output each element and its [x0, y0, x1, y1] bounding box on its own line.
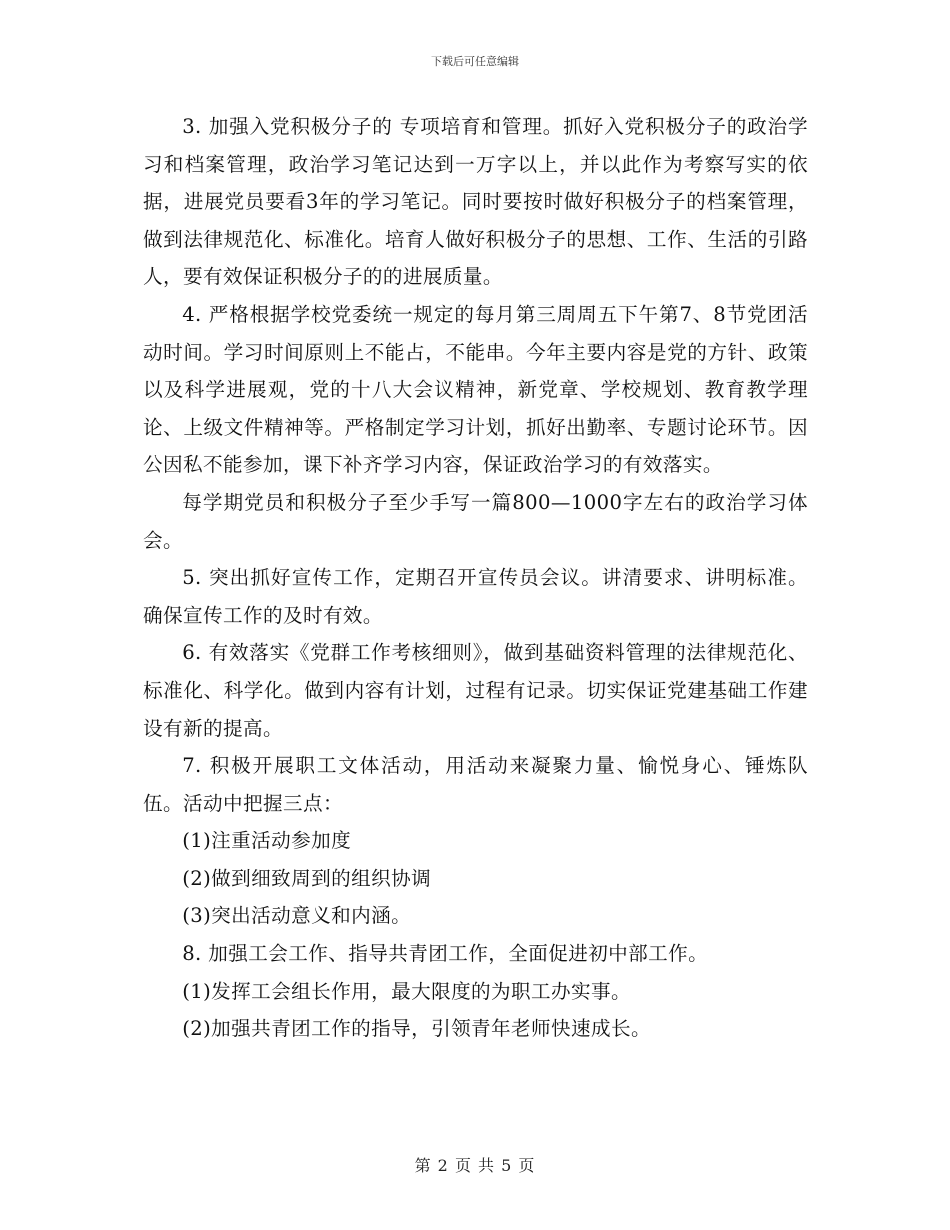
paragraph-item-6: 6. 有效落实《党群工作考核细则》，做到基础资料管理的法律规范化、标准化、科学化。做到内容有计划，过程有记录。切实保证党建基础工作建设有新的提高。	[143, 641, 808, 740]
activity-point-3: (3)突出活动意义和内涵。	[182, 904, 412, 928]
paragraph-study-notes: 每学期党员和积极分子至少手写一篇800—1000字左右的政治学习体会。	[143, 490, 808, 552]
union-point-2: (2)加强共青团工作的指导，引领青年老师快速成长。	[182, 1017, 652, 1041]
page-header: 下载后可任意编辑	[431, 55, 519, 68]
document-body	[143, 108, 808, 1048]
activity-point-2: (2)做到细致周到的组织协调	[182, 866, 432, 890]
paragraph-item-3: 3. 加强入党积极分子的 专项培育和管理。抓好入党积极分子的政治学习和档案管理，政治学习笔记达到一万字以上，并以此作为考察写实的依据，进展党员要看3年的学习笔记。同时要按时做好积极分子的档案管理，做到法律规范化、标准化。培育人做好积极分子的思想、工作、生活的引路人，要有效保证积极分子的的进展质量。	[143, 115, 808, 289]
paragraph-item-5: 5. 突出抓好宣传工作，定期召开宣传员会议。讲清要求、讲明标准。确保宣传工作的及时有效。	[143, 566, 808, 627]
paragraph-item-4: 4. 严格根据学校党委统一规定的每月第三周周五下午第7、8节党团活动时间。学习时间原则上不能占，不能串。今年主要内容是党的方针、政策以及科学进展观，党的十八大会议精神，新党章、学校规划、教育教学理论、上级文件精神等。严格制定学习计划，抓好出勤率、专题讨论环节。因公因私不能参加，课下补齐学习内容，保证政治学习的有效落实。	[143, 302, 808, 477]
activity-point-1: (1)注重活动参加度	[182, 829, 352, 853]
paragraph-item-8: 8. 加强工会工作、指导共青团工作，全面促进初中部工作。	[182, 942, 709, 966]
union-point-1: (1)发挥工会组长作用，最大限度的为职工办实事。	[182, 979, 632, 1003]
paragraph-item-7: 7. 积极开展职工文体活动，用活动来凝聚力量、愉悦身心、锤炼队伍。活动中把握三点：	[143, 754, 808, 815]
page-number-footer: 第 2 页 共 5 页	[414, 1156, 536, 1175]
